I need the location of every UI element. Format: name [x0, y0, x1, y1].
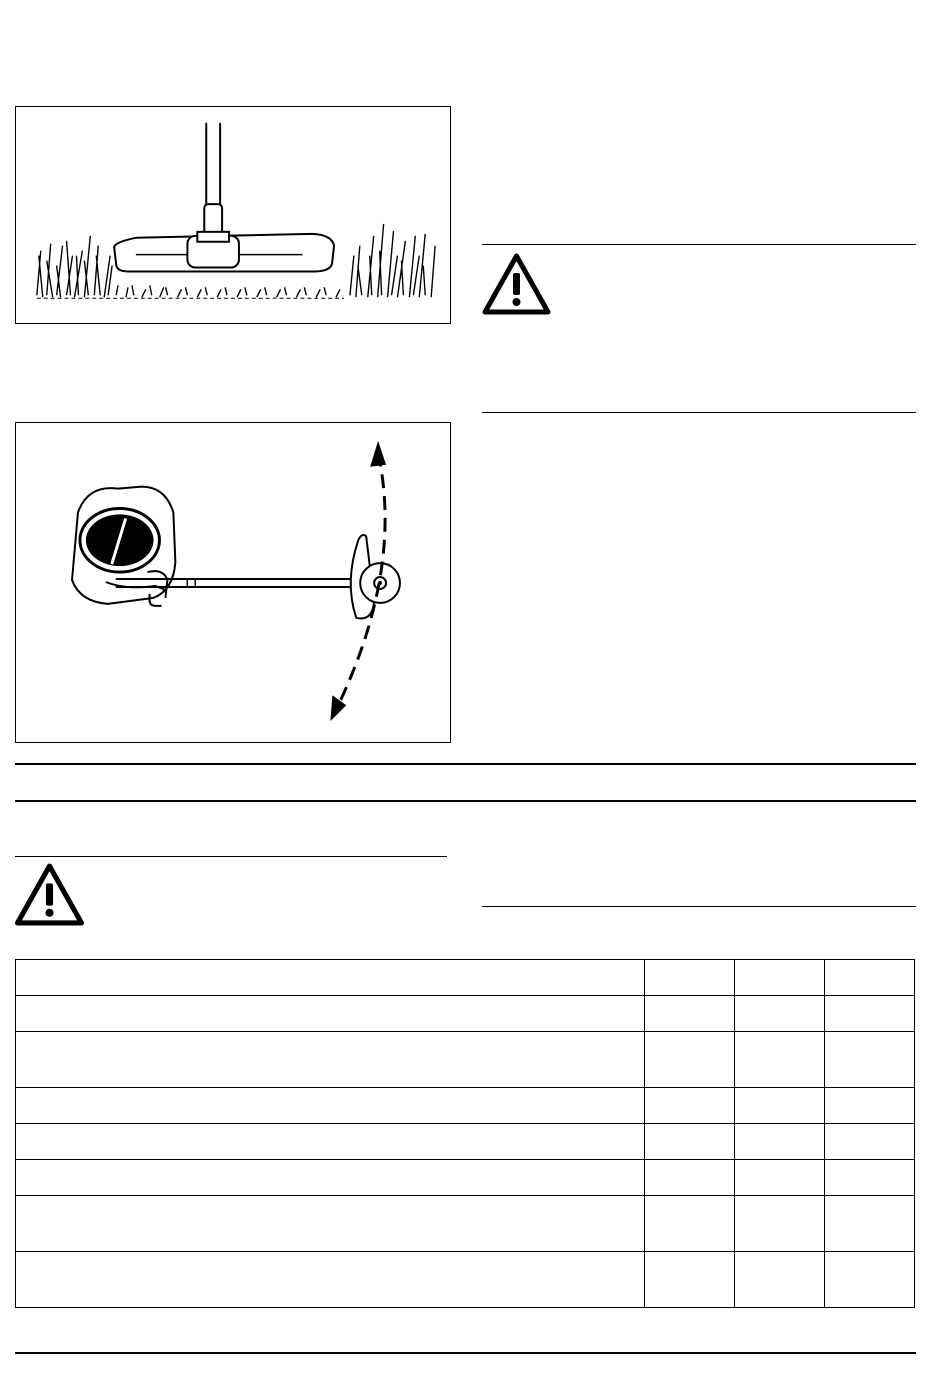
warning-triangle-icon	[14, 863, 85, 926]
table-row	[16, 1088, 915, 1124]
table-header-period	[645, 960, 735, 996]
table-cell-period	[735, 996, 825, 1032]
figure-operator-swing-arc	[15, 422, 451, 743]
table-cell-period	[825, 1160, 915, 1196]
table-cell-period	[645, 1252, 735, 1308]
table-cell-period	[825, 1196, 915, 1252]
table-header-task	[16, 960, 645, 996]
section-rule-bottom	[15, 800, 916, 802]
table-cell-period	[735, 1160, 825, 1196]
table-cell-period	[825, 1124, 915, 1160]
table-row	[16, 1160, 915, 1196]
table-cell-period	[645, 1032, 735, 1088]
table-cell-task	[16, 1032, 645, 1088]
table-row	[16, 1196, 915, 1252]
trimmer-head-over-grass-illustration	[16, 107, 450, 323]
warning-bottom-rule	[482, 412, 916, 413]
table-row	[16, 1124, 915, 1160]
table-cell-period	[735, 1196, 825, 1252]
table-cell-task	[16, 996, 645, 1032]
table-cell-period	[825, 996, 915, 1032]
table-cell-period	[735, 1088, 825, 1124]
warning-2-end-rule	[482, 906, 916, 907]
table-cell-period	[825, 1032, 915, 1088]
warning-triangle-icon	[482, 253, 551, 315]
warning-top-rule	[482, 244, 916, 245]
table-cell-period	[825, 1252, 915, 1308]
table-cell-task	[16, 1252, 645, 1308]
table-cell-period	[645, 1160, 735, 1196]
table-cell-period	[645, 996, 735, 1032]
table-cell-task	[16, 1160, 645, 1196]
table-header-period	[825, 960, 915, 996]
table-cell-period	[735, 1252, 825, 1308]
table-row	[16, 996, 915, 1032]
footer-rule	[15, 1352, 916, 1354]
operator-top-view-swing-arc-illustration	[16, 423, 450, 742]
table-cell-period	[735, 1032, 825, 1088]
table-cell-period	[645, 1196, 735, 1252]
table-cell-task	[16, 1196, 645, 1252]
warning-2-top-rule	[15, 856, 447, 857]
table-cell-period	[735, 1124, 825, 1160]
table-cell-period	[645, 1124, 735, 1160]
table-cell-task	[16, 1088, 645, 1124]
table-cell-period	[825, 1088, 915, 1124]
table-header-row	[16, 960, 915, 996]
table-header-period	[735, 960, 825, 996]
figure-trimmer-head-grass	[15, 106, 451, 324]
table-cell-period	[645, 1088, 735, 1124]
table-row	[16, 1032, 915, 1088]
table-row	[16, 1252, 915, 1308]
table-cell-task	[16, 1124, 645, 1160]
maintenance-schedule-table	[15, 959, 915, 1308]
section-rule-top	[15, 763, 916, 765]
